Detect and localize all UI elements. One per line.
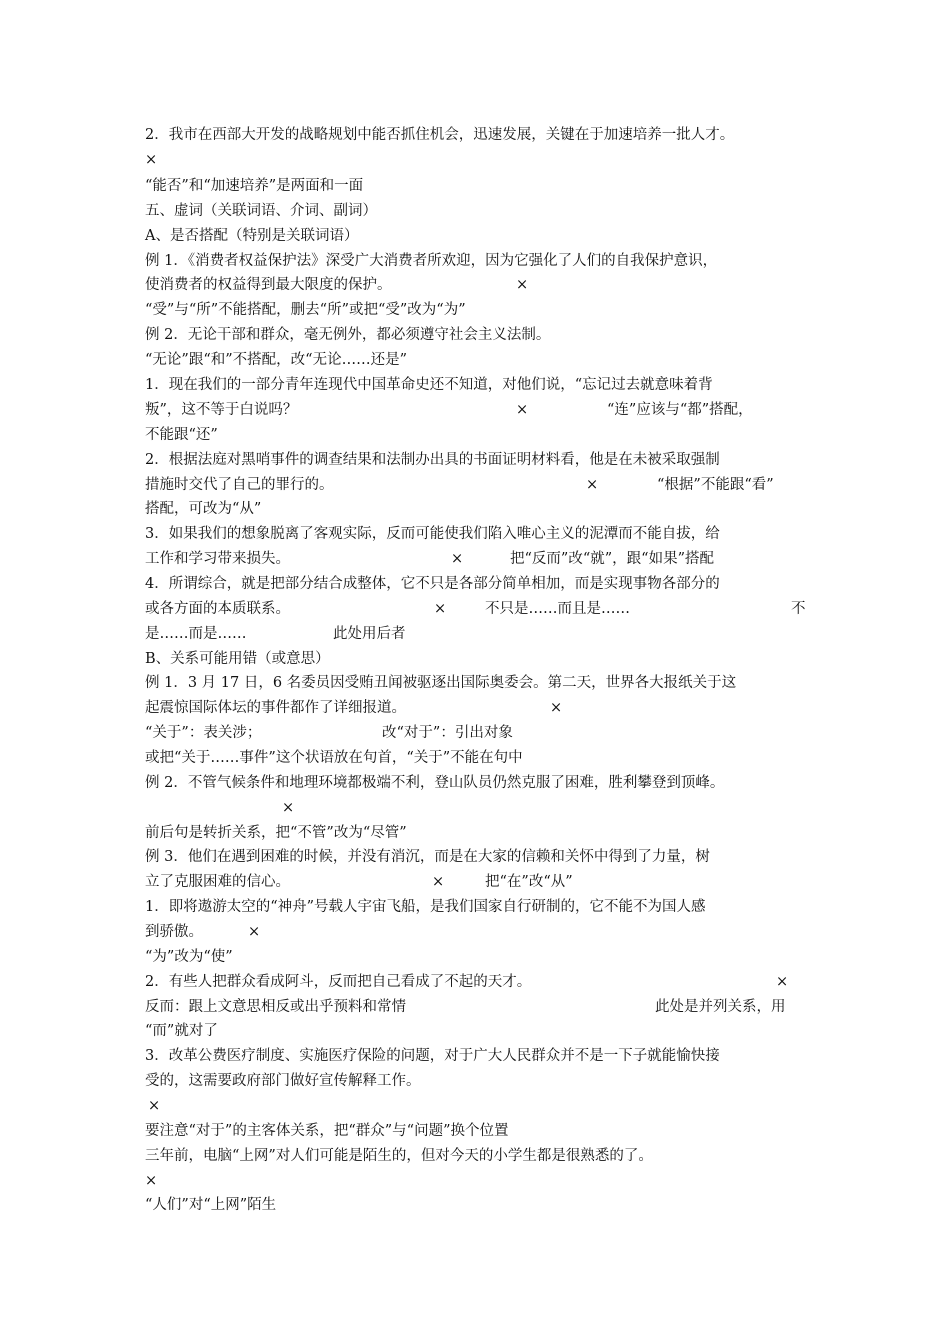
text-line xyxy=(145,920,810,944)
text-line xyxy=(145,597,810,621)
error-mark: × xyxy=(586,477,599,493)
correction-note: “连”应该与“都”搭配， xyxy=(607,402,753,418)
text-line xyxy=(145,970,810,994)
text-line: 3．改革公费医疗制度、实施医疗保险的问题，对于广大人民群众并不是一下子就能愉快接 xyxy=(145,1048,720,1064)
text-line: 例 1．3 月 17 日，6 名委员因受贿丑闻被驱逐出国际奥委会。第二天，世界各大报纸关于这 xyxy=(145,675,737,691)
correction-note: 不只是……而且是…… xyxy=(485,601,630,617)
text-line xyxy=(145,870,810,894)
line-text: 工作和学习带来损失。 xyxy=(145,551,290,567)
error-mark: × xyxy=(516,277,529,293)
line-text: 使消费者的权益得到最大限度的保护。 xyxy=(145,277,392,293)
text-line: 例 2．不管气候条件和地理环境都极端不利，登山队员仍然克服了困难，胜利攀登到顶峰。 xyxy=(145,775,725,791)
text-line xyxy=(145,398,810,422)
error-mark: × xyxy=(776,974,789,990)
text-line: 要注意“对于”的主客体关系，把“群众”与“问题”换个位置 xyxy=(145,1123,509,1139)
subsection-heading: A、是否搭配（特别是关联词语） xyxy=(145,228,359,244)
line-text: 2．有些人把群众看成阿斗，反而把自己看成了不起的天才。 xyxy=(145,974,532,990)
text-line: “而”就对了 xyxy=(145,1023,218,1039)
text-line xyxy=(145,1094,810,1118)
line-text: 是……而是…… xyxy=(145,626,247,642)
error-mark: × xyxy=(516,402,529,418)
correction-note: 改“对于”：引出对象 xyxy=(382,725,513,741)
text-line xyxy=(145,273,810,297)
error-mark: × xyxy=(434,601,447,617)
text-line: 4．所谓综合，就是把部分结合成整体，它不只是各部分简单相加，而是实现事物各部分的 xyxy=(145,576,720,592)
text-line: 1．现在我们的一部分青年连现代中国革命史还不知道，对他们说，“忘记过去就意味着背 xyxy=(145,377,713,393)
correction-note: 此处是并列关系，用 xyxy=(655,999,786,1015)
text-line: “为”改为“使” xyxy=(145,949,233,965)
error-mark: × xyxy=(148,1098,161,1114)
text-line: “能否”和“加速培养”是两面和一面 xyxy=(145,178,364,194)
line-text: 或各方面的本质联系。 xyxy=(145,601,290,617)
text-line: 例 1．《消费者权益保护法》深受广大消费者所欢迎，因为它强化了人们的自我保护意识， xyxy=(145,253,718,269)
text-line: 例 3．他们在遇到困难的时候，并没有消沉，而是在大家的信赖和关怀中得到了力量，树 xyxy=(145,849,710,865)
error-mark: × xyxy=(248,924,261,940)
text-line: “无论”跟“和”不搭配，改“无论……还是” xyxy=(145,352,407,368)
error-mark: × xyxy=(145,1173,158,1189)
error-mark: × xyxy=(282,800,295,816)
text-line: 1．即将遨游太空的“神舟”号载人宇宙飞船，是我们国家自行研制的，它不能不为国人感 xyxy=(145,899,706,915)
text-line: 前后句是转折关系，把“不管”改为“尽管” xyxy=(145,825,407,841)
line-text: 措施时交代了自己的罪行的。 xyxy=(145,477,334,493)
subsection-heading: B、关系可能用错（或意思） xyxy=(145,651,330,667)
text-line: 受的，这需要政府部门做好宣传解释工作。 xyxy=(145,1073,421,1089)
text-line xyxy=(145,721,810,745)
text-line xyxy=(145,473,810,497)
correction-note: 不 xyxy=(791,601,806,617)
text-line: 3．如果我们的想象脱离了客观实际，反而可能使我们陷入唯心主义的泥潭而不能自拔，给 xyxy=(145,526,720,542)
text-line: “受”与“所”不能搭配，删去“所”或把“受”改为“为” xyxy=(145,302,466,318)
text-line: 三年前，电脑“上网”对人们可能是陌生的，但对今天的小学生都是很熟悉的了。 xyxy=(145,1148,653,1164)
text-line: 例 2．无论干部和群众，毫无例外，都必须遵守社会主义法制。 xyxy=(145,327,551,343)
text-line: 2．我市在西部大开发的战略规划中能否抓住机会，迅速发展，关键在于加速培养一批人才。 xyxy=(145,127,735,143)
text-line: 或把“关于……事件”这个状语放在句首，“关于”不能在句中 xyxy=(145,750,523,766)
error-mark: × xyxy=(550,700,563,716)
text-line: “人们”对“上网”陌生 xyxy=(145,1197,277,1213)
line-text: 立了克服困难的信心。 xyxy=(145,874,290,890)
line-text: “关于”：表关涉； xyxy=(145,725,262,741)
text-line: 2．根据法庭对黑哨事件的调查结果和法制办出具的书面证明材料看，他是在未被采取强制 xyxy=(145,452,720,468)
correction-note: “根据”不能跟“看” xyxy=(657,477,774,493)
error-mark: × xyxy=(451,551,464,567)
text-line xyxy=(145,622,810,646)
error-mark: × xyxy=(145,152,158,168)
line-text: 起震惊国际体坛的事件都作了详细报道。 xyxy=(145,700,406,716)
line-text: 到骄傲。 xyxy=(145,924,203,940)
line-text: 反而：跟上文意思相反或出乎预料和常情 xyxy=(145,999,406,1015)
text-line xyxy=(145,796,810,820)
correction-note: 把“反而”改“就”，跟“如果”搭配 xyxy=(510,551,714,567)
section-heading: 五、虚词（关联词语、介词、副词） xyxy=(145,203,377,219)
correction-note: 此处用后者 xyxy=(333,626,406,642)
text-line xyxy=(145,995,810,1019)
error-mark: × xyxy=(432,874,445,890)
line-text: 叛”，这不等于白说吗？ xyxy=(145,402,298,418)
text-line: 搭配，可改为“从” xyxy=(145,501,262,517)
text-line xyxy=(145,696,810,720)
text-line xyxy=(145,547,810,571)
text-line: 不能跟“还” xyxy=(145,427,218,443)
correction-note: 把“在”改“从” xyxy=(485,874,573,890)
